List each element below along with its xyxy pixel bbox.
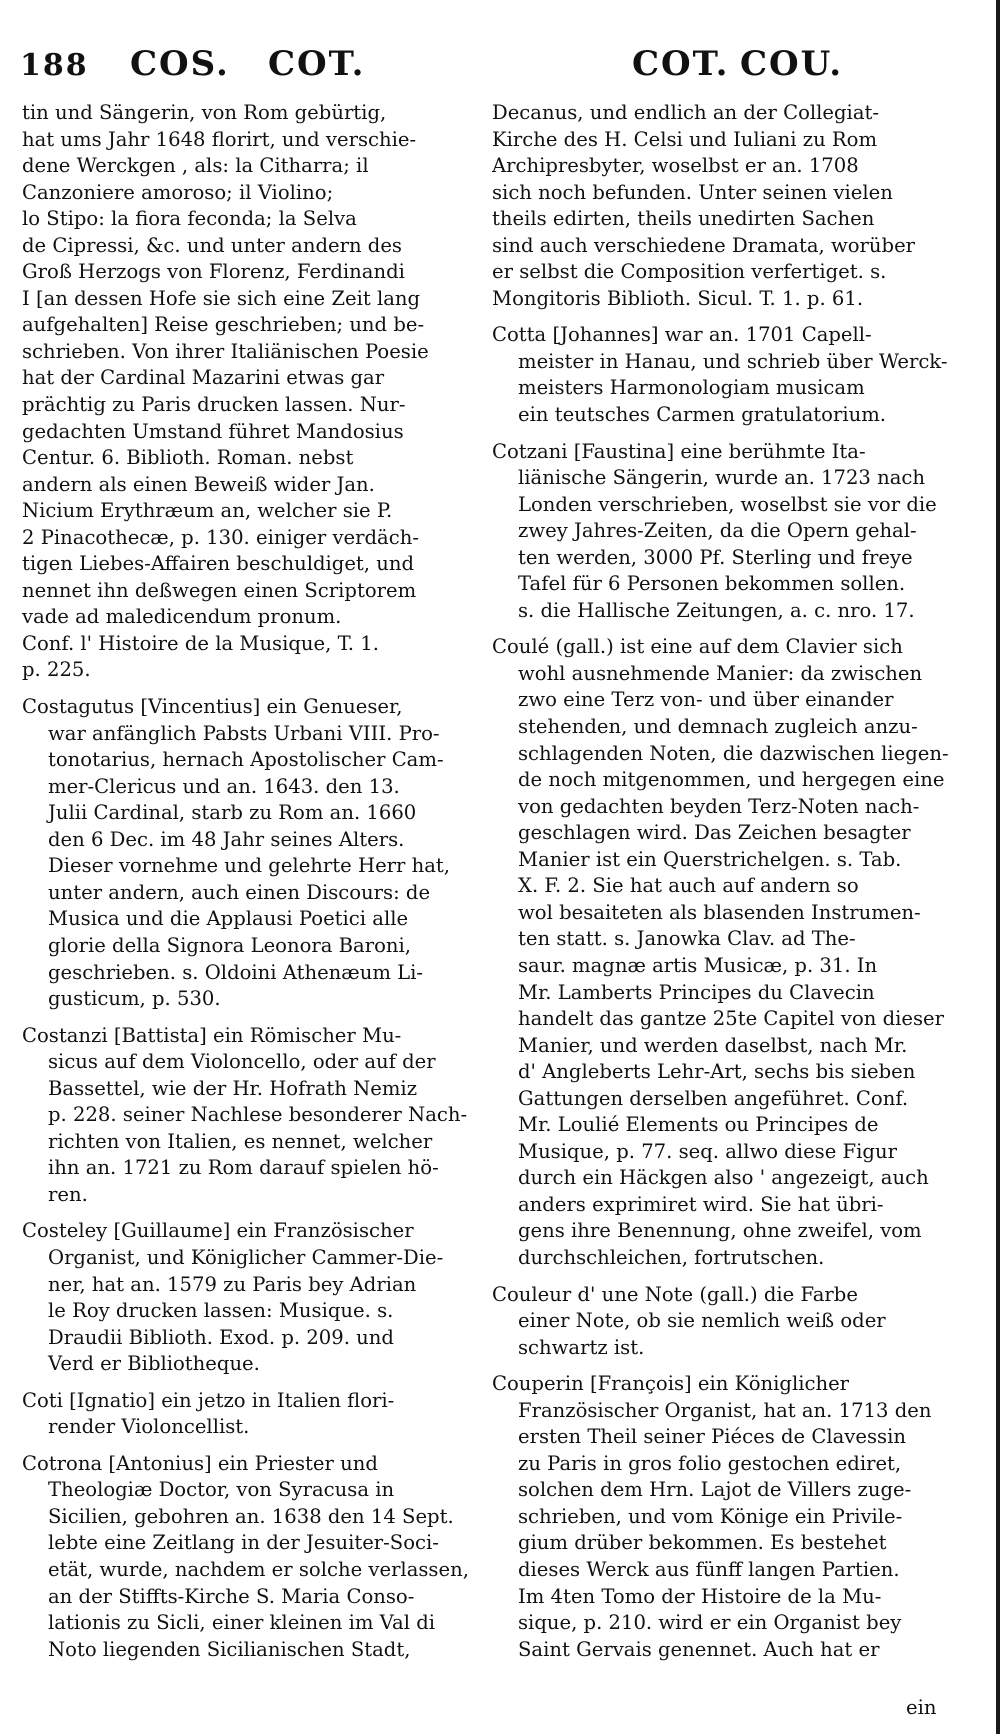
text-line: Decanus, und endlich an der Collegiat- <box>492 101 879 124</box>
text-line: durch ein Häckgen also ' angezeigt, auch <box>518 1166 929 1190</box>
left-headword-2: COT. <box>268 44 366 84</box>
right-headword-2: COU. <box>740 44 844 84</box>
text-line: Verd er Bibliotheque. <box>48 1352 260 1376</box>
text-line: aufgehalten] Reise geschrieben; und be- <box>22 313 425 337</box>
text-line: Costanzi [Battista] ein Römischer Mu- <box>22 1023 402 1047</box>
text-line: s. die Hallische Zeitungen, a. c. nro. 17. <box>518 598 915 622</box>
text-line: mer-Clericus und an. 1643. den 13. <box>48 774 400 798</box>
text-line: Manier ist ein Querstrichelgen. s. Tab. <box>518 847 902 871</box>
text-line: dieses Werck aus fünff langen Partien. <box>518 1557 900 1581</box>
dictionary-entry <box>492 322 948 428</box>
text-line: vade ad maledicendum pronum. <box>22 605 342 629</box>
dictionary-entry <box>492 439 942 625</box>
text-line: I [an dessen Hofe sie sich eine Zeit lang <box>22 286 421 310</box>
text-line: gedachten Umstand führet Mandosius <box>22 419 404 443</box>
text-line: Centur. 6. Biblioth. Roman. nebst <box>22 446 354 470</box>
text-line: wol besaiteten als blasenden Instrumen- <box>518 900 921 924</box>
text-line: Saint Gervais genennet. Auch hat er <box>518 1637 880 1661</box>
text-line: Bassettel, wie der Hr. Hofrath Nemiz <box>48 1076 418 1100</box>
left-column <box>22 100 469 1663</box>
text-line: Coulé (gall.) ist eine auf dem Clavier sich <box>492 635 903 659</box>
dictionary-entry <box>22 1023 468 1209</box>
dictionary-entry <box>492 634 949 1271</box>
text-line: dene Werckgen , als: la Citharra; il <box>22 154 369 178</box>
left-headword-1: COS. <box>130 44 230 84</box>
text-line: zwey Jahres-Zeiten, da die Opern gehal- <box>518 519 917 543</box>
text-line: d' Angleberts Lehr-Art, sechs bis sieben <box>518 1060 916 1084</box>
text-line: ten werden, 3000 Pf. Sterling und freye <box>518 545 913 569</box>
text-line: Gattungen derselben angeführet. Conf. <box>518 1086 909 1110</box>
text-line: Sicilien, gebohren an. 1638 den 14 Sept. <box>48 1504 454 1528</box>
text-line: Cotta [Johannes] war an. 1701 Capell- <box>492 323 872 347</box>
text-line: nennet ihn deßwegen einen Scriptorem <box>22 578 417 602</box>
text-line: Cotzani [Faustina] eine berühmte Ita- <box>492 439 866 463</box>
right-headword-1: COT. <box>632 44 730 84</box>
text-line: Groß Herzogs von Florenz, Ferdinandi <box>22 260 405 284</box>
text-line: durchschleichen, fortrutschen. <box>518 1245 825 1269</box>
text-line: Tafel für 6 Personen bekommen sollen. <box>518 572 906 596</box>
text-line: Costagutus [Vincentius] ein Genueser, <box>22 695 403 719</box>
dictionary-entry <box>22 1218 460 1377</box>
text-line: Julii Cardinal, starb zu Rom an. 1660 <box>48 801 417 825</box>
text-line: unter andern, auch einen Discours: de <box>48 880 431 904</box>
text-line: saur. magnæ artis Musicæ, p. 31. In <box>518 953 878 977</box>
text-line: geschrieben. s. Oldoini Athenæum Li- <box>48 960 424 984</box>
text-line: le Roy drucken lassen: Musique. s. <box>48 1299 394 1323</box>
text-line: Nicium Erythræum an, welcher sie P. <box>22 499 393 523</box>
text-line: Costeley [Guillaume] ein Französischer <box>22 1219 414 1243</box>
text-line: zwo eine Terz von- und über einander <box>518 688 894 712</box>
text-line: gusticum, p. 530. <box>48 987 221 1011</box>
text-line: sind auch verschiedene Dramata, worüber <box>492 233 916 257</box>
text-line: etät, wurde, nachdem er solche verlassen, <box>48 1557 469 1581</box>
text-line: ten statt. s. Janowka Clav. ad The- <box>518 927 856 951</box>
text-line: Draudii Biblioth. Exod. p. 209. und <box>48 1325 394 1349</box>
text-line: solchen dem Hrn. Lajot de Villers zuge- <box>518 1478 912 1502</box>
text-line: den 6 Dec. im 48 Jahr seines Alters. <box>48 827 405 851</box>
text-line: war anfänglich Pabsts Urbani VIII. Pro- <box>48 721 440 745</box>
text-line: theils edirten, theils unedirten Sachen <box>492 207 875 231</box>
text-line: Kirche des H. Celsi und Iuliani zu Rom <box>492 127 878 151</box>
running-header <box>20 44 950 98</box>
text-line: de noch mitgenommen, und hergegen eine <box>518 768 945 792</box>
text-line: Londen verschrieben, woselbst sie vor die <box>518 492 937 516</box>
catchword: ein <box>906 1696 937 1719</box>
text-line: er selbst die Composition verfertiget. s. <box>492 260 887 284</box>
text-line: Musique, p. 77. seq. allwo diese Figur <box>518 1139 897 1163</box>
text-line: meister in Hanau, und schrieb über Werck- <box>518 349 948 373</box>
text-line: handelt das gantze 25te Capitel von dieser <box>518 1007 945 1031</box>
text-line: Conf. l' Histoire de la Musique, T. 1. <box>22 631 379 655</box>
text-line: ihn an. 1721 zu Rom darauf spielen hö- <box>48 1156 439 1180</box>
text-line: Archipresbyter, woselbst er an. 1708 <box>492 154 859 178</box>
text-line: Dieser vornehme und gelehrte Herr hat, <box>48 854 451 878</box>
text-line: X. F. 2. Sie hat auch auf andern so <box>518 874 859 898</box>
text-line: lo Stipo: la fiora feconda; la Selva <box>22 207 357 231</box>
text-line: Coti [Ignatio] ein jetzo in Italien flori- <box>22 1388 395 1412</box>
text-line: Noto liegenden Sicilianischen Stadt, <box>48 1637 411 1661</box>
text-line: gium drüber bekommen. Es bestehet <box>518 1531 887 1555</box>
text-line: lationis zu Sicli, einer kleinen im Val di <box>48 1611 436 1635</box>
dictionary-entry <box>492 100 942 312</box>
text-line: Musica und die Applausi Poetici alle <box>48 907 409 931</box>
text-line: Im 4ten Tomo der Histoire de la Mu- <box>518 1584 882 1608</box>
text-line: richten von Italien, es nennet, welcher <box>48 1129 433 1153</box>
dictionary-entry <box>492 1371 942 1663</box>
text-line: ersten Theil seiner Piéces de Clavessin <box>518 1425 906 1449</box>
text-line: an der Stiffts-Kirche S. Maria Conso- <box>48 1584 415 1608</box>
text-line: meisters Harmonologiam musicam <box>518 376 865 400</box>
text-line: glorie della Signora Leonora Baroni, <box>48 933 412 957</box>
dictionary-entry <box>492 1282 942 1362</box>
text-line: zu Paris in gros folio gestochen ediret, <box>518 1451 902 1475</box>
page-number: 188 <box>20 48 89 83</box>
text-line: wohl ausnehmende Manier: da zwischen <box>518 661 923 685</box>
text-line: ner, hat an. 1579 zu Paris bey Adrian <box>48 1272 417 1296</box>
text-line: p. 225. <box>22 658 91 682</box>
text-line: de Cipressi, &c. und unter andern des <box>22 233 402 257</box>
text-line: liänische Sängerin, wurde an. 1723 nach <box>518 466 926 490</box>
text-line: render Violoncellist. <box>48 1415 250 1439</box>
text-line: Couperin [François] ein Königlicher <box>492 1372 850 1396</box>
text-line: gens ihre Benennung, ohne zweifel, vom <box>518 1219 922 1243</box>
text-line: Theologiæ Doctor, von Syracusa in <box>48 1478 395 1502</box>
text-line: prächtig zu Paris drucken lassen. Nur- <box>22 393 406 417</box>
text-line: hat der Cardinal Mazarini etwas gar <box>22 366 385 390</box>
dictionary-entry <box>22 100 460 684</box>
text-line: tonotarius, hernach Apostolischer Cam- <box>48 748 444 772</box>
text-line: schlagenden Noten, die dazwischen liegen- <box>518 741 949 765</box>
text-line: Couleur d' une Note (gall.) die Farbe <box>492 1282 858 1306</box>
text-line: ren. <box>48 1182 88 1206</box>
text-line: geschlagen wird. Das Zeichen besagter <box>518 821 911 845</box>
text-line: Manier, und werden daselbst, nach Mr. <box>518 1033 908 1057</box>
text-line: stehenden, und demnach zugleich anzu- <box>518 715 918 739</box>
text-line: ein teutsches Carmen gratulatorium. <box>518 403 887 427</box>
text-line: andern als einen Beweiß wider Jan. <box>22 472 375 496</box>
text-line: lebte eine Zeitlang in der Jesuiter-Soci- <box>48 1531 439 1555</box>
text-line: Cotrona [Antonius] ein Priester und <box>22 1451 378 1475</box>
text-line: hat ums Jahr 1648 florirt, und verschie- <box>22 127 417 151</box>
text-line: sique, p. 210. wird er ein Organist bey <box>518 1611 902 1635</box>
text-line: Mr. Lamberts Principes du Clavecin <box>518 980 875 1004</box>
page-edge <box>996 0 1000 1734</box>
text-line: p. 228. seiner Nachlese besonderer Nach- <box>48 1103 468 1127</box>
text-line: Organist, und Königlicher Cammer-Die- <box>48 1245 444 1269</box>
text-line: anders exprimiret wird. Sie hat übri- <box>518 1192 884 1216</box>
text-line: Mr. Loulié Elements ou Principes de <box>518 1113 879 1137</box>
text-line: Französischer Organist, hat an. 1713 den <box>518 1398 932 1422</box>
text-line: tigen Liebes-Affairen beschuldiget, und <box>22 552 415 576</box>
text-line: sich noch befunden. Unter seinen vielen <box>492 180 893 204</box>
text-line: von gedachten beyden Terz-Noten nach- <box>518 794 920 818</box>
right-column <box>492 100 949 1663</box>
dictionary-entry <box>22 1388 460 1441</box>
text-line: schrieben, und vom Könige ein Privile- <box>518 1504 903 1528</box>
text-line: schrieben. Von ihrer Italiänischen Poesie <box>22 339 429 363</box>
text-line: schwartz ist. <box>518 1335 645 1359</box>
text-line: tin und Sängerin, von Rom gebürtig, <box>22 101 387 124</box>
text-line: sicus auf dem Violoncello, oder auf der <box>48 1050 436 1074</box>
dictionary-entry <box>22 694 460 1013</box>
text-line: Mongitoris Biblioth. Sicul. T. 1. p. 61. <box>492 286 864 310</box>
dictionary-entry <box>22 1451 469 1663</box>
text-line: 2 Pinacothecæ, p. 130. einiger verdäch- <box>22 525 419 549</box>
text-line: Canzoniere amoroso; il Violino; <box>22 180 334 204</box>
text-line: einer Note, ob sie nemlich weiß oder <box>518 1309 886 1333</box>
